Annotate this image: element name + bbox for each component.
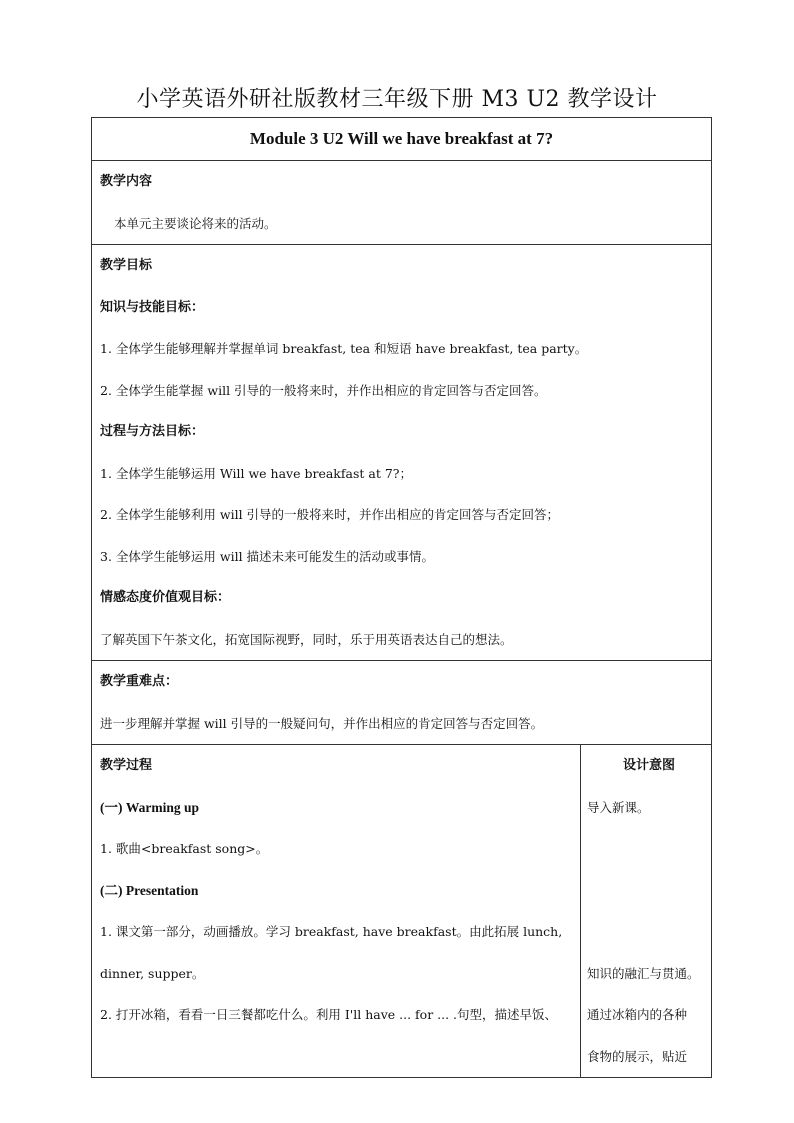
design-intent-line: 导入新课。 <box>587 799 650 815</box>
process-row <box>92 745 712 1078</box>
key-points-section <box>92 661 712 745</box>
process-steps-cell <box>92 745 581 1078</box>
presentation-step: 2. 打开冰箱，看看一日三餐都吃什么。利用 I'll have ... for ... .句型，描述早饭、 <box>100 1007 558 1022</box>
content-text: 本单元主要谈论将来的活动。 <box>114 215 277 231</box>
content-heading: 教学内容 <box>100 174 153 189</box>
presentation-step: 1. 课文第一部分，动画播放。学习 breakfast, have breakfast。由此拓展 lunch, <box>100 924 563 939</box>
process-item: 2. 全体学生能够利用 will 引导的一般将来时，并作出相应的肯定回答与否定回答； <box>100 507 560 522</box>
process-heading-main: 教学过程 <box>100 758 153 773</box>
module-header: Module 3 U2 Will we have breakfast at 7? <box>92 118 712 161</box>
emotion-heading: 情感态度价值观目标： <box>100 590 231 605</box>
key-points-row <box>92 661 712 745</box>
objectives-section <box>92 245 712 661</box>
content-section <box>92 161 712 245</box>
design-intent-line <box>587 911 711 953</box>
objectives-heading: 教学目标 <box>100 258 153 273</box>
process-item: 3. 全体学生能够运用 will 描述未来可能发生的活动或事情。 <box>100 548 435 564</box>
key-points-heading: 教学重难点： <box>100 674 179 689</box>
module-header-row <box>92 118 712 161</box>
design-intent-line: 通过冰箱内的各种 <box>587 1007 688 1022</box>
presentation-heading: (二) Presentation <box>100 882 199 898</box>
lesson-plan-table <box>91 117 712 1078</box>
process-heading: 过程与方法目标： <box>100 424 205 439</box>
design-intent-line <box>587 828 711 870</box>
presentation-step-continued: dinner, supper。 <box>100 965 205 981</box>
key-points-text: 进一步理解并掌握 will 引导的一般疑问句，并作出相应的肯定回答与否定回答。 <box>100 715 544 731</box>
process-item: 1. 全体学生能够运用 Will we have breakfast at 7?； <box>100 465 412 481</box>
warming-up-heading: (一) Warming up <box>100 799 200 815</box>
design-intent-line <box>587 870 711 912</box>
emotion-text: 了解英国下午茶文化，拓宽国际视野，同时，乐于用英语表达自己的想法。 <box>100 631 513 647</box>
objectives-section-row <box>92 245 712 661</box>
design-intent-line: 知识的融汇与贯通。 <box>587 965 700 981</box>
knowledge-heading: 知识与技能目标： <box>100 299 205 315</box>
design-intent-cell <box>581 745 712 1078</box>
warming-up-step: 1. 歌曲<breakfast song>。 <box>100 841 269 856</box>
design-intent-heading: 设计意图 <box>623 758 676 773</box>
document-title: 小学英语外研社版教材三年级下册 M3 U2 教学设计 <box>136 87 658 112</box>
knowledge-item: 1. 全体学生能够理解并掌握单词 breakfast, tea 和短语 have breakfast, tea party。 <box>100 341 588 356</box>
design-intent-line: 食物的展示，贴近 <box>587 1048 688 1064</box>
knowledge-item: 2. 全体学生能掌握 will 引导的一般将来时，并作出相应的肯定回答与否定回答。 <box>100 382 547 398</box>
content-section-row <box>92 161 712 245</box>
